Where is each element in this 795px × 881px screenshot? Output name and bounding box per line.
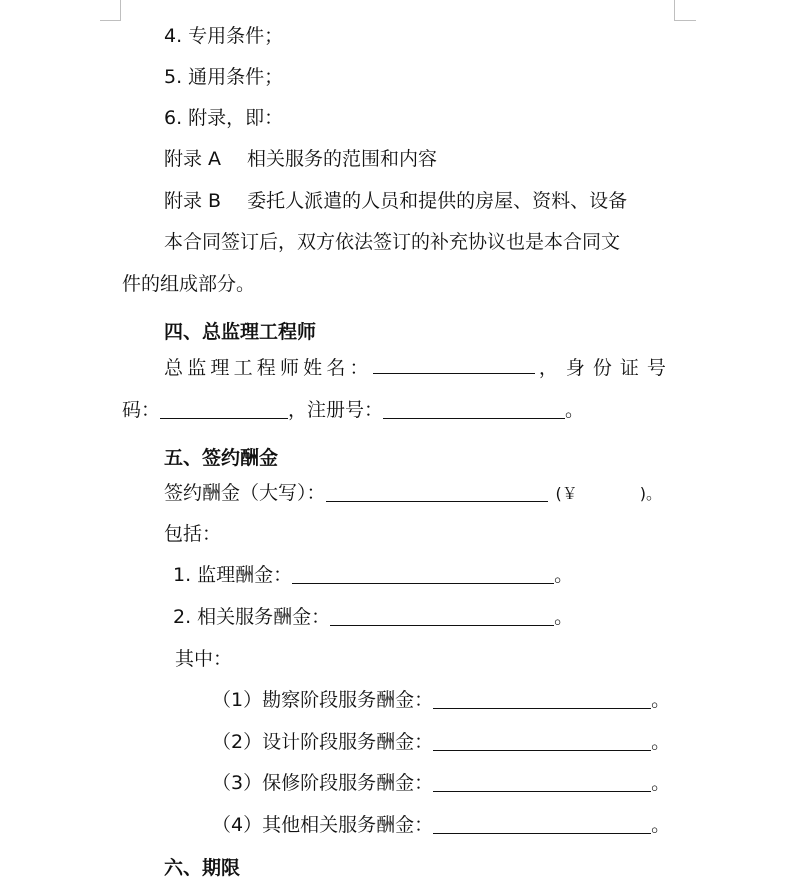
appendix-a-key: 附录 A [164, 148, 222, 170]
supervision-fee-label: 1. 监理酬金： [173, 564, 293, 586]
design-stage-fee-field[interactable] [433, 732, 651, 751]
contract-fee-words-field[interactable] [326, 483, 548, 502]
period: 。 [651, 689, 671, 711]
supervision-fee-field[interactable] [292, 565, 554, 584]
appendix-b-key: 附录 B [164, 190, 222, 212]
name-label-char: 理 [210, 357, 230, 379]
name-label-char: 程 [256, 357, 276, 379]
warranty-stage-fee-row [212, 770, 670, 796]
list-item-special-conditions: 4. 专用条件； [164, 25, 284, 47]
yen-open: (￥ [555, 484, 578, 503]
period: 。 [651, 731, 671, 753]
related-service-fee-label: 2. 相关服务酬金： [173, 606, 331, 628]
appendix-b-text: 委托人派遣的人员和提供的房屋、资料、设备 [247, 190, 628, 212]
warranty-stage-fee-label: （3）保修阶段服务酬金： [212, 772, 434, 794]
yen-close: )。 [639, 484, 663, 503]
period: 。 [651, 772, 671, 794]
appendix-a-text: 相关服务的范围和内容 [247, 148, 438, 170]
survey-stage-fee-field[interactable] [433, 690, 651, 709]
other-service-fee-row [212, 812, 670, 838]
other-service-fee-label: （4）其他相关服务酬金： [212, 814, 434, 836]
crop-mark-top-right [674, 20, 696, 21]
id-number-field[interactable] [160, 400, 288, 419]
supervision-fee-row [173, 562, 573, 588]
name-label-char: 工 [233, 357, 253, 379]
name-label-char: 监 [187, 357, 207, 379]
section-heading-term: 六、期限 [164, 857, 241, 879]
contract-fee-label: 签约酬金（大写）： [164, 482, 326, 504]
chief-engineer-id-row [122, 397, 584, 423]
list-item-general-conditions: 5. 通用条件； [164, 66, 284, 88]
name-label-char: 名 [326, 357, 346, 379]
appendix-b [164, 188, 627, 214]
survey-stage-fee-label: （1）勘察阶段服务酬金： [212, 689, 434, 711]
id-number-label: ，身份证号 [538, 357, 674, 379]
section-heading-chief-engineer: 四、总监理工程师 [164, 321, 317, 343]
registration-label: ，注册号： [288, 399, 384, 421]
design-stage-fee-label: （2）设计阶段服务酬金： [212, 731, 434, 753]
related-service-fee-row [173, 604, 573, 630]
section-heading-contract-fee: 五、签约酬金 [164, 447, 279, 469]
includes-label: 包括： [164, 523, 222, 545]
crop-mark-top-left [120, 0, 121, 20]
chief-engineer-name-row [164, 355, 674, 381]
crop-mark-top-right [674, 0, 675, 20]
period: 。 [554, 606, 574, 628]
registration-number-field[interactable] [383, 400, 565, 419]
supplement-paragraph-line-2: 件的组成部分。 [122, 273, 256, 295]
survey-stage-fee-row [212, 687, 670, 713]
period: 。 [565, 399, 585, 421]
period: 。 [554, 564, 574, 586]
name-label-char: ： [349, 357, 369, 379]
code-label: 码： [122, 399, 161, 421]
design-stage-fee-row [212, 729, 670, 755]
among-label: 其中： [175, 648, 233, 670]
warranty-stage-fee-field[interactable] [433, 773, 651, 792]
period: 。 [651, 814, 671, 836]
crop-mark-top-left [100, 20, 121, 21]
appendix-a [164, 146, 437, 172]
other-service-fee-field[interactable] [433, 815, 651, 834]
list-item-appendix: 6. 附录，即： [164, 107, 284, 129]
name-label-char: 总 [164, 357, 184, 379]
supplement-paragraph-line-1: 本合同签订后，双方依法签订的补充协议也是本合同文 [164, 231, 621, 253]
name-label-char: 姓 [303, 357, 323, 379]
chief-engineer-name-field[interactable] [373, 355, 535, 374]
related-service-fee-field[interactable] [330, 607, 554, 626]
contract-fee-row [164, 480, 662, 507]
name-label-char: 师 [279, 357, 299, 379]
